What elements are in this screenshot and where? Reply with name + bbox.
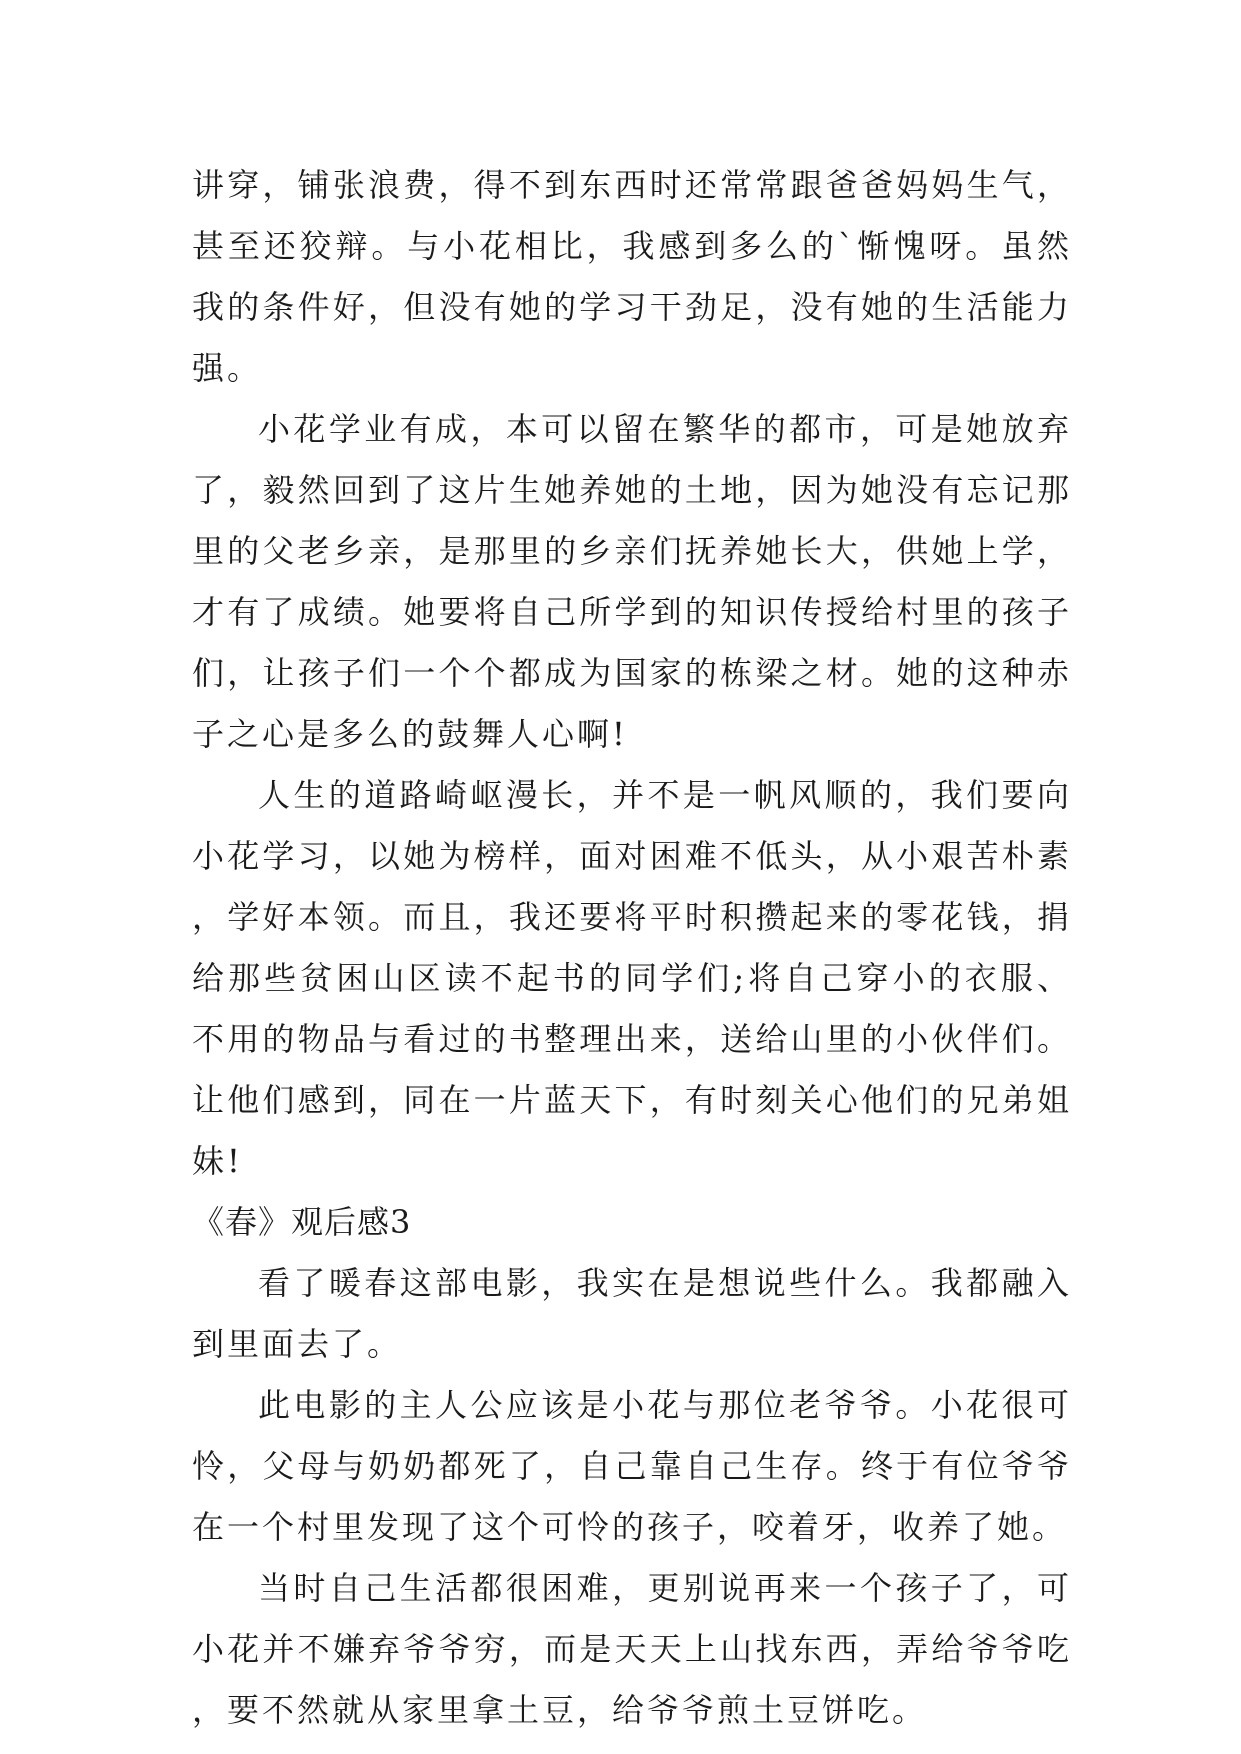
paragraph-1: 讲穿，铺张浪费，得不到东西时还常常跟爸爸妈妈生气，甚至还狡辩。与小花相比，我感到多么的`惭愧呀。虽然我的条件好，但没有她的学习干劲足，没有她的生活能力强。 — [192, 166, 1072, 387]
document-body — [192, 155, 1072, 1741]
paragraph-4: 看了暖春这部电影，我实在是想说些什么。我都融入到里面去了。 — [192, 1264, 1072, 1363]
paragraph-5: 此电影的主人公应该是小花与那位老爷爷。小花很可怜，父母与奶奶都死了，自己靠自己生存。终于有位爷爷在一个村里发现了这个可怜的孩子，咬着牙，收养了她。 — [192, 1386, 1072, 1546]
paragraph-3: 人生的道路崎岖漫长，并不是一帆风顺的，我们要向小花学习，以她为榜样，面对困难不低头，从小艰苦朴素，学好本领。而且，我还要将平时积攒起来的零花钱，捐给那些贫困山区读不起书的同学们;将自己穿小的衣服、不用的物品与看过的书整理出来，送给山里的小伙伴们。让他们感到，同在一片蓝天下，有时刻关心他们的兄弟姐妹! — [192, 776, 1072, 1180]
paragraph-2: 小花学业有成，本可以留在繁华的都市，可是她放弃了，毅然回到了这片生她养她的土地，因为她没有忘记那里的父老乡亲，是那里的乡亲们抚养她长大，供她上学，才有了成绩。她要将自己所学到的知识传授给村里的孩子们，让孩子们一个个都成为国家的栋梁之材。她的这种赤子之心是多么的鼓舞人心啊! — [192, 410, 1072, 753]
section-heading: 《春》观后感3 — [192, 1203, 412, 1241]
paragraph-6: 当时自己生活都很困难，更别说再来一个孩子了，可小花并不嫌弃爷爷穷，而是天天上山找东西，弄给爷爷吃，要不然就从家里拿土豆，给爷爷煎土豆饼吃。 — [192, 1569, 1072, 1729]
